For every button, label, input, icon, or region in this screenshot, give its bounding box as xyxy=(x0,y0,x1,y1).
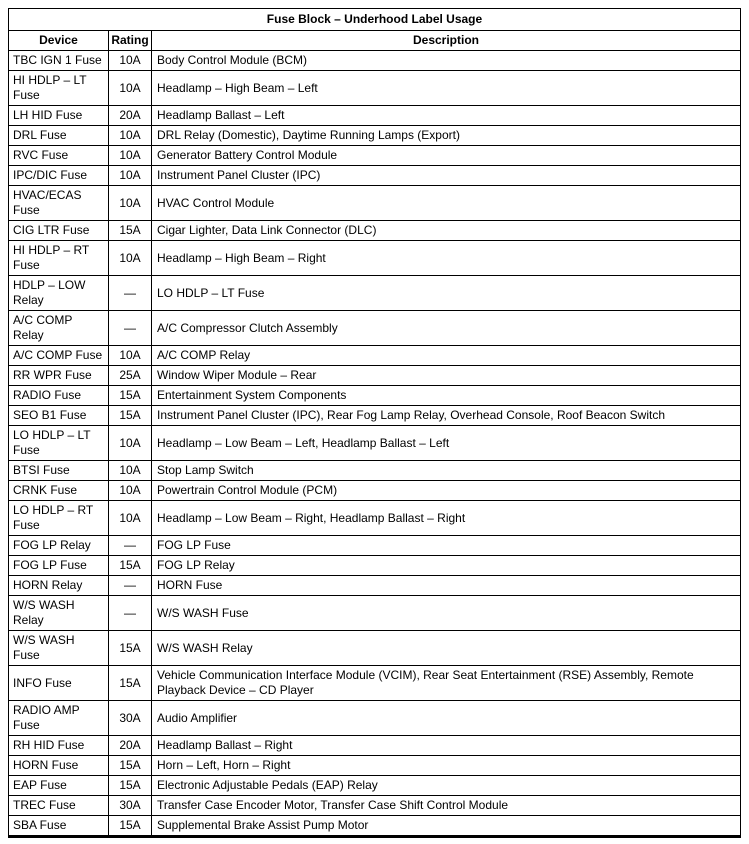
rating-cell: 10A xyxy=(109,241,152,276)
device-cell: FOG LP Relay xyxy=(9,536,109,556)
table-row xyxy=(9,186,741,221)
description-cell: Headlamp – High Beam – Left xyxy=(152,71,741,106)
description-cell: Supplemental Brake Assist Pump Motor xyxy=(152,816,741,837)
device-cell: HVAC/ECAS Fuse xyxy=(9,186,109,221)
device-cell: CRNK Fuse xyxy=(9,481,109,501)
description-cell: HORN Fuse xyxy=(152,576,741,596)
device-cell: EAP Fuse xyxy=(9,776,109,796)
description-cell: Horn – Left, Horn – Right xyxy=(152,756,741,776)
description-cell: Entertainment System Components xyxy=(152,386,741,406)
rating-cell: 15A xyxy=(109,756,152,776)
table-row xyxy=(9,701,741,736)
rating-cell: 10A xyxy=(109,426,152,461)
device-cell: BTSI Fuse xyxy=(9,461,109,481)
device-cell: IPC/DIC Fuse xyxy=(9,166,109,186)
device-cell: SEO B1 Fuse xyxy=(9,406,109,426)
description-cell: Headlamp Ballast – Left xyxy=(152,106,741,126)
description-cell: Headlamp – Low Beam – Left, Headlamp Ballast – Left xyxy=(152,426,741,461)
rating-cell: 10A xyxy=(109,51,152,71)
rating-cell: — xyxy=(109,276,152,311)
description-cell: Cigar Lighter, Data Link Connector (DLC) xyxy=(152,221,741,241)
table-row xyxy=(9,816,741,837)
device-cell: W/S WASH Fuse xyxy=(9,631,109,666)
table-row xyxy=(9,556,741,576)
rating-cell: 15A xyxy=(109,816,152,837)
device-cell: A/C COMP Relay xyxy=(9,311,109,346)
table-row xyxy=(9,736,741,756)
description-cell: Headlamp Ballast – Right xyxy=(152,736,741,756)
table-body xyxy=(9,51,741,837)
table-row xyxy=(9,481,741,501)
description-cell: FOG LP Relay xyxy=(152,556,741,576)
rating-cell: — xyxy=(109,596,152,631)
device-cell: RH HID Fuse xyxy=(9,736,109,756)
rating-cell: 20A xyxy=(109,106,152,126)
description-cell: Instrument Panel Cluster (IPC), Rear Fog Lamp Relay, Overhead Console, Roof Beacon Switch xyxy=(152,406,741,426)
description-cell: HVAC Control Module xyxy=(152,186,741,221)
table-row xyxy=(9,576,741,596)
description-cell: Vehicle Communication Interface Module (VCIM), Rear Seat Entertainment (RSE) Assembly, Remote Playback Device – CD Player xyxy=(152,666,741,701)
table-row xyxy=(9,71,741,106)
device-cell: INFO Fuse xyxy=(9,666,109,701)
description-cell: Instrument Panel Cluster (IPC) xyxy=(152,166,741,186)
table-row xyxy=(9,386,741,406)
description-cell: Electronic Adjustable Pedals (EAP) Relay xyxy=(152,776,741,796)
description-cell: A/C COMP Relay xyxy=(152,346,741,366)
rating-cell: 10A xyxy=(109,186,152,221)
device-cell: TBC IGN 1 Fuse xyxy=(9,51,109,71)
rating-cell: 30A xyxy=(109,796,152,816)
rating-cell: 15A xyxy=(109,556,152,576)
description-cell: Window Wiper Module – Rear xyxy=(152,366,741,386)
rating-cell: 10A xyxy=(109,461,152,481)
table-row xyxy=(9,631,741,666)
column-header-rating: Rating xyxy=(109,31,152,51)
description-cell: W/S WASH Relay xyxy=(152,631,741,666)
table-row xyxy=(9,596,741,631)
description-cell: Headlamp – Low Beam – Right, Headlamp Ballast – Right xyxy=(152,501,741,536)
rating-cell: 15A xyxy=(109,386,152,406)
rating-cell: 30A xyxy=(109,701,152,736)
rating-cell: — xyxy=(109,576,152,596)
description-cell: A/C Compressor Clutch Assembly xyxy=(152,311,741,346)
device-cell: HDLP – LOW Relay xyxy=(9,276,109,311)
rating-cell: — xyxy=(109,536,152,556)
rating-cell: 10A xyxy=(109,146,152,166)
device-cell: RVC Fuse xyxy=(9,146,109,166)
device-cell: HI HDLP – RT Fuse xyxy=(9,241,109,276)
device-cell: LO HDLP – LT Fuse xyxy=(9,426,109,461)
table-title: Fuse Block – Underhood Label Usage xyxy=(9,9,741,31)
rating-cell: 10A xyxy=(109,346,152,366)
table-head xyxy=(9,9,741,51)
device-cell: FOG LP Fuse xyxy=(9,556,109,576)
table-row xyxy=(9,406,741,426)
table-row xyxy=(9,776,741,796)
rating-cell: 15A xyxy=(109,406,152,426)
rating-cell: 10A xyxy=(109,126,152,146)
table-row xyxy=(9,51,741,71)
table-row xyxy=(9,106,741,126)
description-cell: DRL Relay (Domestic), Daytime Running Lamps (Export) xyxy=(152,126,741,146)
device-cell: LO HDLP – RT Fuse xyxy=(9,501,109,536)
table-row xyxy=(9,796,741,816)
rating-cell: 15A xyxy=(109,776,152,796)
table-row xyxy=(9,126,741,146)
rating-cell: 10A xyxy=(109,481,152,501)
rating-cell: 15A xyxy=(109,631,152,666)
description-cell: LO HDLP – LT Fuse xyxy=(152,276,741,311)
table-row xyxy=(9,366,741,386)
rating-cell: 10A xyxy=(109,71,152,106)
table-row xyxy=(9,536,741,556)
device-cell: RR WPR Fuse xyxy=(9,366,109,386)
device-cell: W/S WASH Relay xyxy=(9,596,109,631)
device-cell: A/C COMP Fuse xyxy=(9,346,109,366)
rating-cell: — xyxy=(109,311,152,346)
description-cell: Stop Lamp Switch xyxy=(152,461,741,481)
device-cell: HORN Relay xyxy=(9,576,109,596)
rating-cell: 20A xyxy=(109,736,152,756)
device-cell: SBA Fuse xyxy=(9,816,109,837)
description-cell: Powertrain Control Module (PCM) xyxy=(152,481,741,501)
rating-cell: 15A xyxy=(109,221,152,241)
rating-cell: 15A xyxy=(109,666,152,701)
table-row xyxy=(9,501,741,536)
table-row xyxy=(9,241,741,276)
description-cell: Generator Battery Control Module xyxy=(152,146,741,166)
rating-cell: 10A xyxy=(109,166,152,186)
device-cell: HI HDLP – LT Fuse xyxy=(9,71,109,106)
table-row xyxy=(9,276,741,311)
table-row xyxy=(9,311,741,346)
description-cell: Body Control Module (BCM) xyxy=(152,51,741,71)
description-cell: FOG LP Fuse xyxy=(152,536,741,556)
device-cell: HORN Fuse xyxy=(9,756,109,776)
device-cell: RADIO Fuse xyxy=(9,386,109,406)
device-cell: TREC Fuse xyxy=(9,796,109,816)
column-header-row xyxy=(9,31,741,51)
table-row xyxy=(9,756,741,776)
rating-cell: 25A xyxy=(109,366,152,386)
table-row xyxy=(9,666,741,701)
fuse-block-table xyxy=(8,8,741,838)
description-cell: Audio Amplifier xyxy=(152,701,741,736)
description-cell: W/S WASH Fuse xyxy=(152,596,741,631)
description-cell: Headlamp – High Beam – Right xyxy=(152,241,741,276)
device-cell: LH HID Fuse xyxy=(9,106,109,126)
description-cell: Transfer Case Encoder Motor, Transfer Case Shift Control Module xyxy=(152,796,741,816)
table-row xyxy=(9,346,741,366)
column-header-description: Description xyxy=(152,31,741,51)
table-row xyxy=(9,461,741,481)
rating-cell: 10A xyxy=(109,501,152,536)
device-cell: CIG LTR Fuse xyxy=(9,221,109,241)
device-cell: RADIO AMP Fuse xyxy=(9,701,109,736)
table-row xyxy=(9,166,741,186)
table-row xyxy=(9,221,741,241)
device-cell: DRL Fuse xyxy=(9,126,109,146)
column-header-device: Device xyxy=(9,31,109,51)
table-row xyxy=(9,146,741,166)
title-row xyxy=(9,9,741,31)
table-row xyxy=(9,426,741,461)
